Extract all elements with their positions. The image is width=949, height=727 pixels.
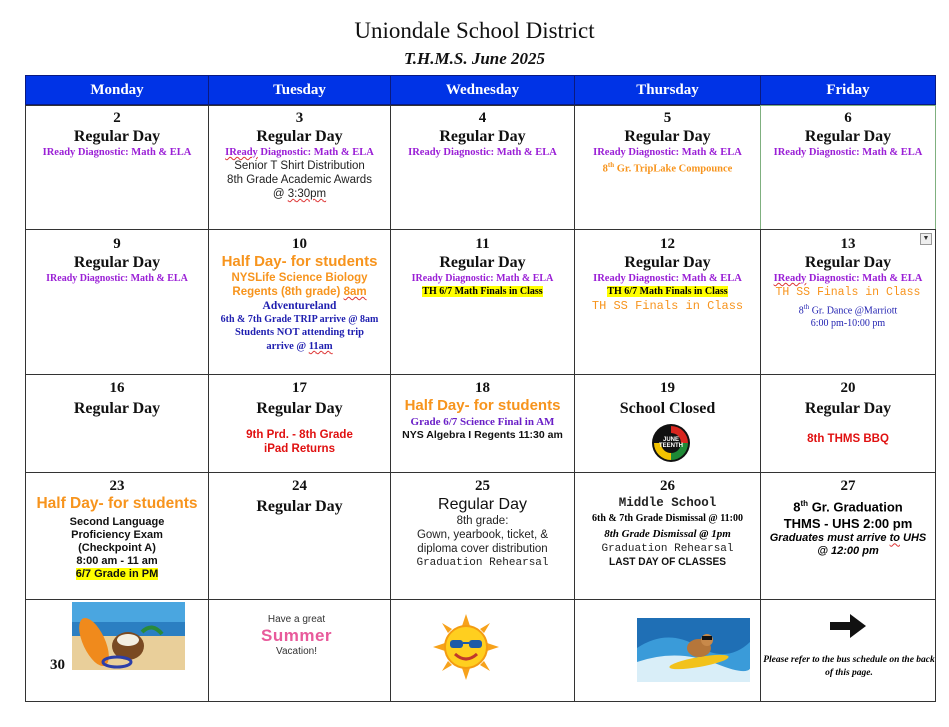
- day-cell-26: [574, 472, 761, 600]
- finals-note: [575, 285, 760, 298]
- day-cell-2: [25, 105, 209, 230]
- grad-text: Gr. Graduation: [808, 499, 903, 515]
- day-cell-13: [760, 229, 936, 375]
- event-note: 8th Grade Academic Awards: [227, 174, 372, 186]
- day-cell-9: [25, 229, 209, 375]
- day-number: 27: [840, 478, 856, 494]
- grade-note: 8th grade:: [456, 515, 509, 527]
- day-cell-note: [760, 599, 936, 702]
- day-number: 4: [478, 110, 487, 126]
- sun-icon: [433, 614, 499, 685]
- iready-note: IReady Diagnostic: Math & ELA: [46, 273, 188, 284]
- dismissal-8th: 8th Grade Dismissal @ 1pm: [604, 528, 731, 540]
- rehearsal-note: Graduation Rehearsal: [601, 543, 734, 555]
- day-cell-sun: [390, 599, 575, 702]
- calendar-grid: [25, 75, 936, 702]
- ipad-note: 9th Prd. - 8th Grade: [246, 429, 353, 441]
- arrival-time: @ 12:00 pm: [817, 545, 879, 558]
- day-cell-6: [760, 105, 936, 230]
- regents-time: [209, 285, 390, 299]
- day-number: 3: [295, 110, 304, 126]
- day-type: Half Day- for students: [36, 495, 198, 512]
- rehearsal-note: Graduation Rehearsal: [416, 557, 549, 569]
- header-thursday: Thursday: [574, 75, 761, 105]
- grad-grade: 8: [793, 499, 801, 515]
- graduation-time: THMS - UHS 2:00 pm: [783, 516, 913, 532]
- day-number: 16: [109, 380, 125, 396]
- day-number: 30: [50, 657, 65, 673]
- day-cell-23: [25, 472, 209, 600]
- ss-finals: TH SS Finals in Class: [591, 299, 744, 313]
- arrival-note: [761, 532, 935, 545]
- day-number: 9: [113, 236, 121, 252]
- header-friday: Friday: [760, 75, 936, 105]
- beach-image: [72, 602, 185, 675]
- day-type: Regular Day: [438, 496, 527, 513]
- arrow-right-icon: [830, 614, 866, 643]
- regents-grade: Regents (8th grade): [232, 286, 344, 298]
- exam-note: Proficiency Exam: [71, 529, 163, 541]
- day-number: 26: [660, 478, 675, 494]
- day-type: Regular Day: [73, 128, 161, 145]
- arrival-text: Graduates must arrive: [769, 532, 890, 545]
- trip-arrival: 6th & 7th Grade TRIP arrive @ 8am: [220, 314, 379, 325]
- iready-rest: Diagnostic: Math & ELA: [806, 273, 923, 284]
- iready-note: IReady Diagnostic: Math & ELA: [408, 147, 557, 158]
- day-type: Regular Day: [624, 254, 711, 271]
- summer-line-1: Have a great: [267, 614, 326, 625]
- trip-sup: th: [607, 161, 615, 169]
- pm-grade: 6/7 Grade in PM: [75, 568, 159, 580]
- day-number: 18: [475, 380, 490, 396]
- event-time-value: 3:30pm: [287, 188, 327, 200]
- iready-note: IReady Diagnostic: Math & ELA: [411, 273, 554, 284]
- math-finals: TH 6/7 Math Finals in Class: [607, 286, 728, 297]
- page-title: Uniondale School District: [354, 18, 595, 43]
- iready-note: IReady Diagnostic: Math & ELA: [42, 147, 192, 158]
- exam-time: 8:00 am - 11 am: [76, 555, 158, 567]
- day-number: 25: [475, 478, 490, 494]
- header-monday: Monday: [25, 75, 209, 105]
- day-type: Regular Day: [804, 400, 892, 417]
- dance-text: Gr. Dance @Marriott: [809, 305, 898, 317]
- exam-note: Second Language: [69, 516, 165, 528]
- exam-note: (Checkpoint A): [78, 542, 156, 554]
- regents-note: NYSLife Science Biology: [231, 272, 368, 284]
- header-tuesday: Tuesday: [208, 75, 391, 105]
- day-type: Regular Day: [439, 254, 526, 271]
- day-cell-24: [208, 472, 391, 600]
- summer-line-2: Summer: [260, 626, 333, 645]
- juneteenth-text: JUNE TEENTH: [659, 437, 683, 449]
- regents-hour: 8am: [343, 286, 367, 298]
- dance-sup: th: [803, 303, 810, 311]
- last-day-note: LAST DAY OF CLASSES: [609, 556, 726, 568]
- iready-note: IReady Diagnostic: Math & ELA: [593, 273, 742, 284]
- page-subtitle: T.H.M.S. June 2025: [403, 49, 546, 68]
- bus-schedule-note: Please refer to the bus schedule on the back of this page.: [763, 655, 935, 678]
- science-final: Grade 6/7 Science Final in AM: [410, 416, 555, 428]
- dance-note: [761, 301, 935, 317]
- day-number: 13: [840, 236, 856, 252]
- math-finals: TH 6/7 Math Finals in Class: [422, 286, 543, 297]
- day-number: 6: [844, 110, 852, 126]
- day-type: Regular Day: [73, 254, 161, 271]
- day-number: 11: [475, 236, 490, 252]
- day-cell-3: [208, 105, 391, 230]
- iready-word: IReady: [773, 273, 807, 284]
- cell-dropdown-icon[interactable]: ▼: [920, 233, 932, 245]
- iready-note: IReady Diagnostic: Math & ELA: [773, 147, 923, 158]
- day-number: 17: [292, 380, 307, 396]
- day-cell-4: [390, 105, 575, 230]
- day-cell-11: [390, 229, 575, 375]
- day-cell-25: [390, 472, 575, 600]
- header-wednesday: Wednesday: [390, 75, 575, 105]
- day-type: Regular Day: [256, 498, 343, 515]
- event-time: [209, 187, 390, 201]
- dance-grade: 8: [798, 305, 804, 317]
- day-cell-10: [208, 229, 391, 375]
- day-number: 2: [113, 110, 121, 126]
- day-type: Regular Day: [804, 128, 892, 145]
- finals-note: [391, 285, 574, 298]
- iready-note: IReady Diagnostic: Math & ELA: [593, 147, 742, 158]
- day-type: Regular Day: [73, 400, 161, 417]
- trip-note: [575, 159, 760, 176]
- day-number: 20: [840, 380, 856, 396]
- event-time-prefix: @: [272, 188, 288, 200]
- day-cell-summer: [208, 599, 391, 702]
- trip-other: Students NOT attending trip: [234, 327, 365, 338]
- day-cell-surf: [574, 599, 761, 702]
- iready-rest: Diagnostic: Math & ELA: [257, 147, 374, 158]
- ipad-returns: iPad Returns: [264, 443, 335, 455]
- day-cell-5: [574, 105, 761, 230]
- day-cell-27: [760, 472, 936, 600]
- grad-sup: th: [800, 499, 809, 508]
- summer-vacation-image: [259, 614, 334, 658]
- arrival-place: UHS: [899, 532, 927, 545]
- trip-other-time: [209, 340, 390, 354]
- day-type: School Closed: [619, 400, 716, 417]
- iready-note: [761, 272, 935, 285]
- distribution-note: diploma cover distribution: [417, 543, 548, 555]
- day-number: 19: [660, 380, 675, 396]
- day-cell-16: [25, 374, 209, 473]
- day-number: 12: [660, 236, 675, 252]
- day-cell-19: [574, 374, 761, 473]
- day-number: 23: [109, 478, 125, 494]
- distribution-note: Gown, yearbook, ticket, &: [416, 529, 549, 541]
- trip-text: Gr. TripLake Compounce: [614, 163, 733, 175]
- iready-word: IReady: [225, 147, 258, 158]
- day-number: 10: [292, 236, 307, 252]
- dismissal-note: 6th & 7th Grade Dismissal @ 11:00: [592, 513, 743, 524]
- day-cell-17: [208, 374, 391, 473]
- day-type: Regular Day: [256, 400, 343, 417]
- day-type: Regular Day: [804, 254, 892, 271]
- day-type: Regular Day: [256, 128, 343, 145]
- day-type: Regular Day: [439, 128, 526, 145]
- summer-line-3: Vacation!: [276, 646, 317, 657]
- day-type: Regular Day: [624, 128, 711, 145]
- juneteenth-logo: [651, 423, 691, 468]
- ss-finals: TH SS Finals in Class: [775, 286, 921, 299]
- trip-grade: 8: [602, 163, 608, 175]
- day-cell-20: [760, 374, 936, 473]
- day-cell-30: [25, 599, 209, 702]
- day-number: 5: [663, 110, 672, 126]
- graduation-title: [761, 495, 935, 515]
- event-note: Senior T Shirt Distribution: [234, 160, 365, 172]
- arrival-to: to: [889, 532, 900, 545]
- bbq-note: 8th THMS BBQ: [807, 433, 889, 445]
- day-cell-12: [574, 229, 761, 375]
- day-cell-18: [390, 374, 575, 473]
- iready-note: [209, 146, 390, 159]
- arrive-time: 11am: [308, 341, 333, 352]
- arrive-prefix: arrive @: [266, 341, 309, 352]
- day-number: 24: [292, 478, 307, 494]
- day-type: Middle School: [618, 496, 717, 510]
- trip-name: Adventureland: [262, 300, 337, 312]
- algebra-regents: NYS Algebra I Regents 11:30 am: [402, 429, 563, 441]
- day-type: Half Day- for students: [221, 253, 378, 270]
- dance-time: 6:00 pm-10:00 pm: [810, 318, 886, 330]
- day-type: Half Day- for students: [404, 397, 561, 414]
- surfing-dog-image: [637, 618, 750, 687]
- pm-note: [26, 568, 208, 581]
